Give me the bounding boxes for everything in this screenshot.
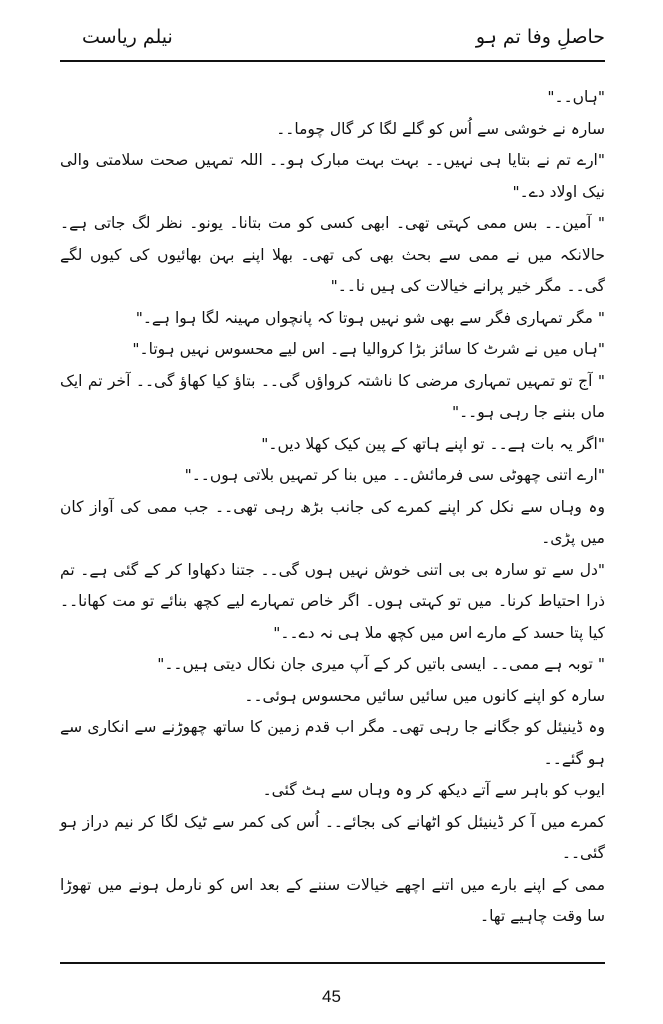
paragraph: سارہ کو اپنے کانوں میں سائیں سائیں محسوس ہوئی۔۔ [244, 686, 605, 705]
paragraph: "دل سے تو سارہ بی بی اتنی خوش نہیں ہوں گی۔۔ جتنا دکھاوا کر کے گئی ہے۔ تم ذرا احتیاط کرنا۔ میں تو کہتی ہوں۔ اگر خاص تمہارے لیے کچھ بنائے تو مت کھانا۔۔ کیا پتا حسد کے مارے اس میں کچھ ملا ہی نہ دے۔۔" [60, 560, 605, 642]
paragraph: "اگر یہ بات ہے۔۔ تو اپنے ہاتھ کے پین کیک کھلا دیں۔" [261, 434, 605, 453]
paragraph: "ہاں۔۔" [547, 88, 605, 106]
paragraph: " توبہ ہے ممی۔۔ ایسی باتیں کر کے آپ میری جان نکال دیتی ہیں۔۔" [157, 655, 605, 673]
page-header [60, 24, 605, 64]
page-body [60, 82, 605, 933]
book-title: حاصلِ وفا تم ہو [475, 26, 605, 48]
paragraph: " آمین۔۔ بس ممی کہتی تھی۔ ابھی کسی کو مت بتانا۔ یونو۔ نظر لگ جاتی ہے۔ حالانکہ میں نے ممی سے بحث بھی کی تھی۔ بھلا اپنے بہن بھائیوں کی کیوں لگے گی۔۔ مگر خیر پرانے خیالات کی ہیں نا۔۔" [60, 214, 605, 295]
author-name: نیلم ریاست [82, 26, 173, 48]
paragraph: "ارے اتنی چھوٹی سی فرمائش۔۔ میں بنا کر تمہیں بلاتی ہوں۔۔" [184, 466, 605, 484]
paragraph: وہ وہاں سے نکل کر اپنے کمرے کی جانب بڑھ رہی تھی۔۔ جب ممی کی آواز کان میں پڑی۔ [60, 497, 605, 547]
paragraph: "ارے تم نے بتایا ہی نہیں۔۔ بہت بہت مبارک ہو۔۔ اللہ تمہیں صحت سلامتی والی نیک اولاد دے۔" [60, 151, 605, 201]
paragraph: کمرے میں آ کر ڈینیئل کو اٹھانے کی بجائے۔۔ اُس کی کمر سے ٹیک لگا کر نیم دراز ہو گئی۔۔ [60, 812, 605, 862]
footer-divider [60, 962, 605, 964]
paragraph: "ہاں میں نے شرٹ کا سائز بڑا کروالیا ہے۔ اس لیے محسوس نہیں ہوتا۔" [132, 340, 605, 358]
paragraph: سارہ نے خوشی سے اُس کو گلے لگا کر گال چوما۔۔ [276, 119, 605, 138]
paragraph: وہ ڈینیئل کو جگانے جا رہی تھی۔ مگر اب قدم زمین کا ساتھ چھوڑنے سے انکاری سے ہو گئے۔۔ [60, 718, 605, 768]
paragraph: ایوب کو باہر سے آتے دیکھ کر وہ وہاں سے ہٹ گئی۔ [262, 781, 605, 799]
header-divider [60, 60, 605, 62]
paragraph: " مگر تمہاری فگر سے بھی شو نہیں ہوتا کہ پانچواں مہینہ لگا ہوا ہے۔" [135, 308, 605, 327]
paragraph: " آج تو تمہیں تمہاری مرضی کا ناشتہ کرواؤں گی۔۔ بتاؤ کیا کھاؤ گی۔۔ آخر تم ایک ماں بننے جا رہی ہو۔۔" [60, 371, 605, 421]
page-number: 45 [322, 987, 341, 1006]
paragraph: ممی کے اپنے بارے میں اتنے اچھے خیالات سننے کے بعد اس کو نارمل ہونے میں تھوڑا سا وقت چاہیے تھا۔ [60, 875, 605, 925]
